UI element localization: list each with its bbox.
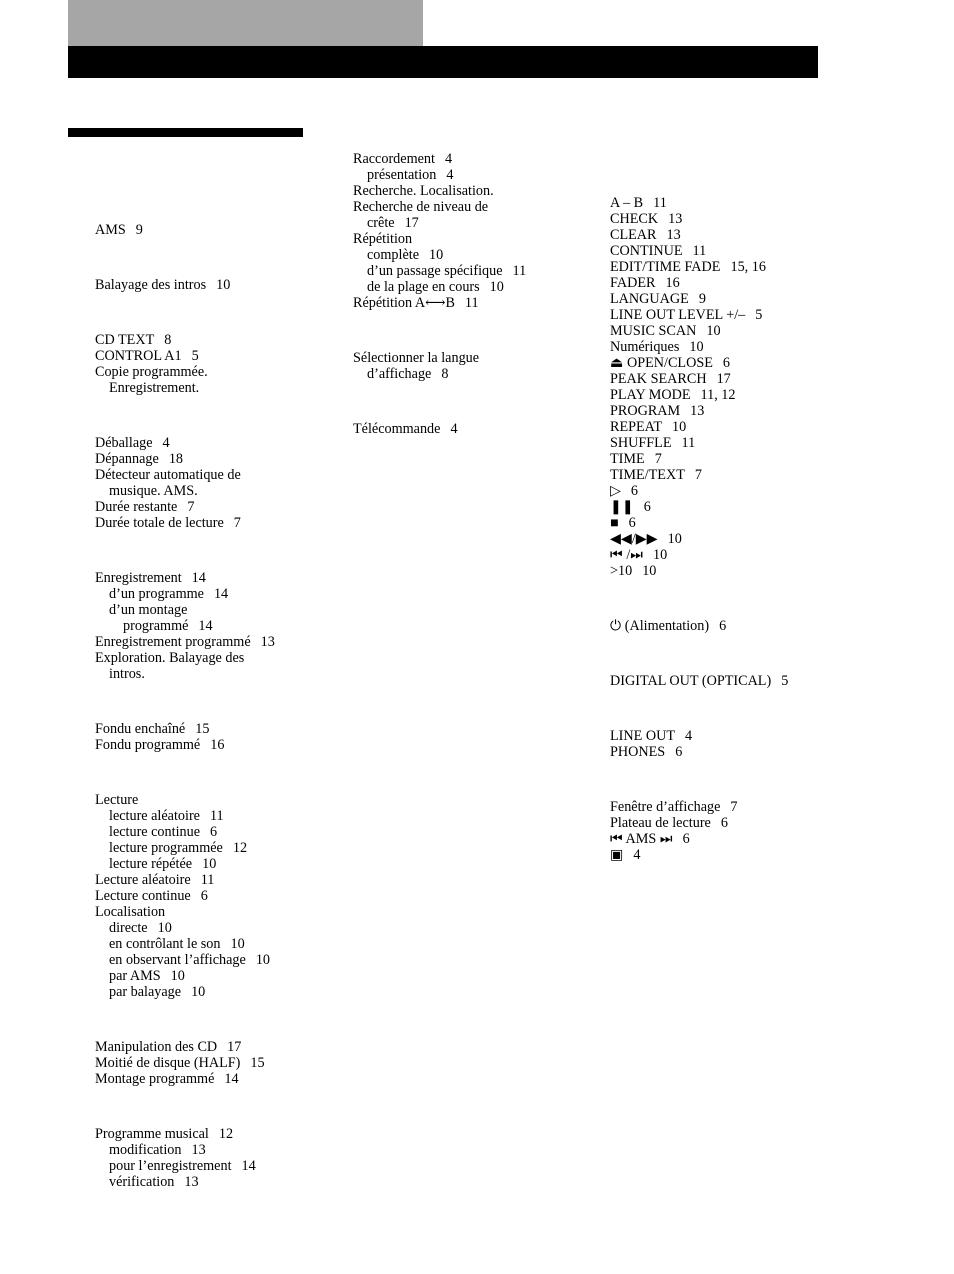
index-term: CHECK	[610, 211, 659, 227]
index-page-number: 4	[444, 151, 453, 167]
index-entry	[610, 499, 788, 515]
index-term: ❚❚	[610, 499, 634, 515]
index-page-number: 4	[633, 847, 641, 863]
index-term: FADER	[610, 275, 656, 291]
index-page-number: 11	[653, 195, 667, 211]
index-term: CLEAR	[610, 227, 657, 243]
index-term: Fondu enchaîné	[95, 721, 186, 737]
index-entry	[95, 1071, 275, 1087]
index-page-number: 10	[706, 323, 721, 339]
index-entry	[353, 151, 526, 167]
index-page-number: 10	[489, 279, 504, 295]
index-entry	[610, 435, 788, 451]
group-gap	[610, 760, 788, 799]
index-page-number: 8	[164, 332, 172, 348]
index-term: programmé	[123, 618, 189, 634]
index-page-number: 4	[685, 728, 693, 744]
index-entry	[95, 222, 275, 238]
index-term: >10	[610, 563, 633, 579]
index-term: Balayage des intros	[95, 277, 207, 293]
index-term: Sélectionner la langue	[353, 350, 480, 366]
index-term: Manipulation des CD	[95, 1039, 218, 1055]
index-entry	[95, 586, 275, 602]
index-entry	[610, 195, 788, 211]
index-term: directe	[109, 920, 148, 936]
index-page-number: 14	[224, 1071, 239, 1087]
index-page-number: 7	[233, 515, 241, 531]
index-entry	[95, 467, 275, 483]
index-term: d’un passage spécifique	[367, 263, 503, 279]
index-entry	[95, 515, 275, 531]
index-page-number: 11	[692, 243, 707, 259]
index-term: Durée totale de lecture	[95, 515, 224, 531]
index-entry	[95, 435, 275, 451]
index-page-number: 13	[184, 1174, 199, 1190]
index-term: Recherche de niveau de	[353, 199, 489, 215]
index-page-number: 13	[668, 211, 683, 227]
index-page-number: 4	[450, 421, 458, 437]
index-entry	[610, 563, 788, 579]
index-page-number: 11	[200, 872, 215, 888]
index-entry	[610, 531, 788, 547]
index-entry	[95, 1055, 275, 1071]
group-gap	[353, 382, 526, 421]
index-term: Moitié de disque (HALF)	[95, 1055, 241, 1071]
index-entry	[95, 721, 275, 737]
index-term: ■	[610, 515, 619, 531]
index-term: Répétition	[353, 231, 413, 247]
index-entry	[610, 744, 788, 760]
index-page-number: 16	[210, 737, 225, 753]
index-entry	[95, 666, 275, 682]
index-page-number: 10	[667, 531, 682, 547]
index-term: CONTROL A1	[95, 348, 182, 364]
index-page-number: 6	[628, 515, 636, 531]
index-entry	[95, 570, 275, 586]
index-term: d’un programme	[109, 586, 204, 602]
group-gap	[610, 689, 788, 728]
index-term: ⏮ /⏭	[610, 547, 644, 563]
index-page-number: 9	[135, 222, 143, 238]
index-term: lecture programmée	[109, 840, 223, 856]
index-entry	[610, 419, 788, 435]
group-gap	[95, 238, 275, 277]
index-term: SHUFFLE	[610, 435, 672, 451]
index-entry	[610, 323, 788, 339]
index-term: Plateau de lecture	[610, 815, 711, 831]
index-page-number: 6	[675, 744, 683, 760]
index-entry	[353, 366, 526, 382]
index-term: Enregistrement.	[109, 380, 200, 396]
index-page-number: 10	[202, 856, 217, 872]
index-term: CONTINUE	[610, 243, 683, 259]
index-term: Programme musical	[95, 1126, 209, 1142]
index-term: Fondu programmé	[95, 737, 201, 753]
index-page-number: 8	[441, 366, 449, 382]
index-term: présentation	[367, 167, 437, 183]
index-term: en observant l’affichage	[109, 952, 246, 968]
index-page-number: 12	[232, 840, 248, 856]
index-entry	[95, 1158, 275, 1174]
header-bar	[68, 46, 818, 78]
index-entry	[353, 295, 526, 311]
index-entry	[610, 483, 788, 499]
index-entry	[353, 350, 526, 366]
index-entry	[610, 728, 788, 744]
index-term: musique. AMS.	[109, 483, 198, 499]
index-page-number: 6	[682, 831, 690, 847]
group-gap	[95, 682, 275, 721]
index-page-number: 10	[157, 920, 172, 936]
index-term: ⏻ (Alimentation)	[610, 618, 710, 634]
index-entry	[95, 984, 275, 1000]
index-page-number: 17	[227, 1039, 242, 1055]
group-gap	[95, 1000, 275, 1039]
group-gap	[95, 531, 275, 570]
index-page-number: 15	[250, 1055, 265, 1071]
index-entry	[95, 936, 275, 952]
index-entry	[610, 467, 788, 483]
index-page-number: 15, 16	[730, 259, 766, 275]
index-page-number: 4	[162, 435, 170, 451]
index-entry	[95, 968, 275, 984]
index-page-number: 16	[665, 275, 680, 291]
index-entry	[610, 259, 788, 275]
index-term: ▷	[610, 483, 621, 499]
index-entry	[95, 840, 275, 856]
index-entry	[353, 263, 526, 279]
index-entry	[353, 421, 526, 437]
index-page-number: 17	[716, 371, 731, 387]
index-page-number: 11	[209, 808, 224, 824]
index-entry	[610, 618, 788, 634]
index-term: PROGRAM	[610, 403, 681, 419]
index-entry	[610, 387, 788, 403]
index-entry	[95, 920, 275, 936]
index-term: Fenêtre d’affichage	[610, 799, 721, 815]
section-rule	[68, 128, 303, 137]
index-entry	[610, 847, 788, 863]
index-entry	[95, 888, 275, 904]
index-term: Télécommande	[353, 421, 441, 437]
index-page-number: 6	[643, 499, 651, 515]
index-page-number: 11	[681, 435, 696, 451]
index-term: Enregistrement programmé	[95, 634, 251, 650]
index-term: ◀◀/▶▶	[610, 531, 658, 547]
index-term: lecture aléatoire	[109, 808, 200, 824]
index-term: ⏏ OPEN/CLOSE	[610, 355, 713, 371]
index-entry	[95, 792, 275, 808]
index-entry	[95, 650, 275, 666]
index-term: Numériques	[610, 339, 680, 355]
index-page-number: 13	[666, 227, 681, 243]
index-term: pour l’enregistrement	[109, 1158, 232, 1174]
index-term: TIME	[610, 451, 645, 467]
index-entry	[95, 618, 275, 634]
group-gap	[95, 753, 275, 792]
index-page-number: 7	[694, 467, 702, 483]
index-page-number: 10	[429, 247, 444, 263]
header-tab	[68, 0, 423, 46]
index-term: intros.	[109, 666, 145, 682]
index-page-number: 6	[210, 824, 218, 840]
index-page-number: 13	[260, 634, 275, 650]
index-page-number: 13	[690, 403, 705, 419]
index-term: en contrôlant le son	[109, 936, 221, 952]
index-entry	[610, 451, 788, 467]
index-term: DIGITAL OUT (OPTICAL)	[610, 673, 772, 689]
index-page-number: 11	[464, 295, 479, 311]
index-entry	[95, 602, 275, 618]
index-term: crête	[367, 215, 395, 231]
index-entry	[610, 339, 788, 355]
index-term: Copie programmée.	[95, 364, 208, 380]
index-entry	[353, 199, 526, 215]
group-gap	[610, 579, 788, 618]
index-entry	[610, 291, 788, 307]
index-term: Durée restante	[95, 499, 178, 515]
index-term: LANGUAGE	[610, 291, 689, 307]
index-entry	[95, 332, 275, 348]
index-term: AMS	[95, 222, 126, 238]
group-gap	[610, 634, 788, 673]
index-term: Lecture continue	[95, 888, 191, 904]
index-page-number: 10	[255, 952, 271, 968]
index-entry	[95, 824, 275, 840]
index-page-number: 10	[689, 339, 704, 355]
group-gap	[95, 1087, 275, 1126]
index-page-number: 10	[642, 563, 657, 579]
index-page-number: 9	[698, 291, 706, 307]
index-term: Enregistrement	[95, 570, 182, 586]
index-entry	[95, 1039, 275, 1055]
index-entry	[95, 808, 275, 824]
index-term: MUSIC SCAN	[610, 323, 697, 339]
index-term: REPEAT	[610, 419, 663, 435]
index-entry	[610, 515, 788, 531]
index-page-number: 15	[195, 721, 210, 737]
index-page-number: 5	[755, 307, 763, 323]
group-gap	[353, 311, 526, 350]
index-page-number: 10	[653, 547, 668, 563]
index-term: LINE OUT	[610, 728, 676, 744]
index-column-2	[353, 151, 526, 437]
index-term: Exploration. Balayage des	[95, 650, 245, 666]
index-term: Dépannage	[95, 451, 159, 467]
index-term: ⏮ AMS ⏭	[610, 831, 673, 847]
index-entry	[95, 499, 275, 515]
index-entry	[353, 183, 526, 199]
index-entry	[95, 952, 275, 968]
index-entry	[610, 307, 788, 323]
index-term: PLAY MODE	[610, 387, 691, 403]
index-term: LINE OUT LEVEL +/–	[610, 307, 746, 323]
index-column-3	[610, 195, 788, 863]
index-entry	[610, 831, 788, 847]
index-entry	[95, 856, 275, 872]
index-entry	[95, 380, 275, 396]
index-term: Répétition A⟷B	[353, 295, 455, 311]
index-entry	[95, 483, 275, 499]
index-page-number: 11	[512, 263, 527, 279]
index-entry	[610, 243, 788, 259]
index-entry	[95, 348, 275, 364]
index-term: Lecture	[95, 792, 139, 808]
index-page-number: 6	[719, 618, 727, 634]
index-entry	[353, 247, 526, 263]
index-entry	[95, 1126, 275, 1142]
index-entry	[610, 673, 788, 689]
index-term: CD TEXT	[95, 332, 155, 348]
index-entry	[610, 355, 788, 371]
index-page-number: 10	[191, 984, 206, 1000]
index-page-number: 6	[630, 483, 639, 499]
index-term: Montage programmé	[95, 1071, 215, 1087]
index-term: ▣	[610, 847, 624, 863]
index-entry	[353, 215, 526, 231]
index-entry	[610, 227, 788, 243]
index-term: par AMS	[109, 968, 161, 984]
index-term: A – B	[610, 195, 644, 211]
index-page-number: 6	[200, 888, 208, 904]
index-term: de la plage en cours	[367, 279, 480, 295]
index-term: d’un montage	[109, 602, 188, 618]
index-term: Lecture aléatoire	[95, 872, 191, 888]
index-page-number: 11, 12	[700, 387, 736, 403]
index-term: Recherche. Localisation.	[353, 183, 494, 199]
index-entry	[95, 451, 275, 467]
index-entry	[353, 279, 526, 295]
index-term: PEAK SEARCH	[610, 371, 707, 387]
index-term: Déballage	[95, 435, 153, 451]
index-page-number: 6	[720, 815, 728, 831]
index-term: Détecteur automatique de	[95, 467, 241, 483]
index-page-number: 6	[722, 355, 730, 371]
index-term: vérification	[109, 1174, 175, 1190]
index-page-number: 13	[191, 1142, 206, 1158]
index-page-number: 7	[654, 451, 662, 467]
index-page-number: 10	[216, 277, 231, 293]
index-page-number: 14	[213, 586, 229, 602]
index-entry	[95, 904, 275, 920]
index-page-number: 14	[241, 1158, 256, 1174]
index-term: modification	[109, 1142, 182, 1158]
index-term: lecture continue	[109, 824, 200, 840]
index-term: Localisation	[95, 904, 166, 920]
index-entry	[610, 211, 788, 227]
index-page-number: 10	[672, 419, 687, 435]
index-page-number: 7	[730, 799, 738, 815]
index-page-number: 18	[168, 451, 183, 467]
index-entry	[95, 634, 275, 650]
group-gap	[95, 396, 275, 435]
index-entry	[610, 403, 788, 419]
index-entry	[610, 815, 788, 831]
index-term: EDIT/TIME FADE	[610, 259, 721, 275]
index-term: Raccordement	[353, 151, 435, 167]
index-entry	[610, 275, 788, 291]
index-entry	[610, 547, 788, 563]
index-page-number: 7	[187, 499, 195, 515]
index-page-number: 12	[218, 1126, 234, 1142]
index-entry	[610, 799, 788, 815]
index-entry	[353, 167, 526, 183]
index-term: par balayage	[109, 984, 182, 1000]
index-page-number: 5	[191, 348, 199, 364]
index-entry	[95, 364, 275, 380]
index-entry	[95, 1174, 275, 1190]
index-term: d’affichage	[367, 366, 432, 382]
index-page-number: 10	[170, 968, 185, 984]
index-term: lecture répétée	[109, 856, 193, 872]
index-page-number: 14	[191, 570, 206, 586]
index-page-number: 5	[781, 673, 789, 689]
index-entry	[95, 1142, 275, 1158]
index-page-number: 17	[404, 215, 419, 231]
index-term: complète	[367, 247, 419, 263]
index-entry	[610, 371, 788, 387]
index-column-1	[95, 222, 275, 1190]
index-page-number: 10	[230, 936, 245, 952]
index-entry	[95, 737, 275, 753]
index-term: PHONES	[610, 744, 666, 760]
index-term: TIME/TEXT	[610, 467, 685, 483]
index-page-number: 4	[446, 167, 454, 183]
index-entry	[95, 277, 275, 293]
index-page-number: 14	[198, 618, 213, 634]
index-entry	[95, 872, 275, 888]
group-gap	[95, 293, 275, 332]
index-entry	[353, 231, 526, 247]
